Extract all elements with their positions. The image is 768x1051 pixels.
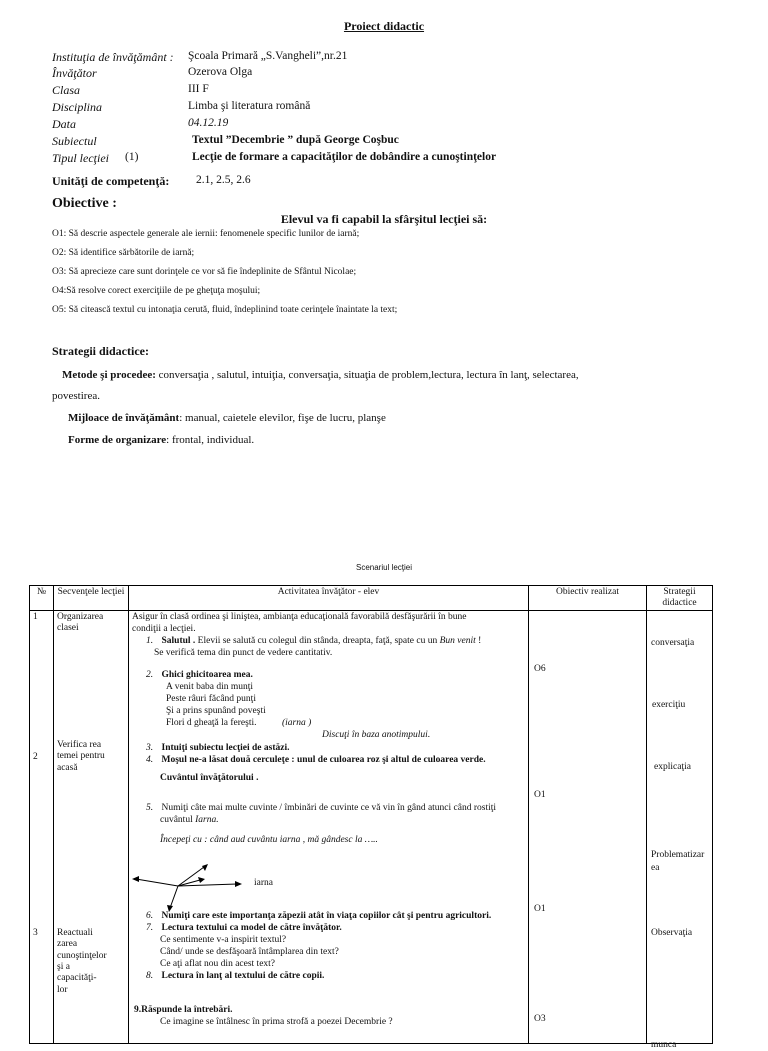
competente-label: Unităţi de competenţă: xyxy=(52,174,170,188)
objectives-subheading: Elevul va fi capabil la sfârşitul lecţiei să: xyxy=(280,212,488,226)
strategy-ref: Problematizar xyxy=(651,849,705,860)
strategy-ref: explicaţia xyxy=(654,761,691,772)
header-cell: Obiectiv realizat xyxy=(529,586,647,611)
info-label: Tipul lecţiei xyxy=(52,151,109,165)
strategies-heading: Strategii didactice: xyxy=(52,344,149,358)
table-row xyxy=(30,610,713,1043)
objective-ref: O3 xyxy=(534,1013,546,1024)
objective-item: O2: Să identifice sărbătorile de iarnă; xyxy=(52,248,195,258)
competente-value: 2.1, 2.5, 2.6 xyxy=(196,174,251,186)
diagram-center-word: iarna xyxy=(254,877,273,888)
riddle-answer: (iarna ) xyxy=(282,717,312,728)
row-number: 3 xyxy=(33,927,38,938)
info-value: Şcoala Primară „S.Vangheli”,nr.21 xyxy=(188,50,348,62)
riddle-line: Peste râuri făcând punţi xyxy=(166,693,256,704)
methods-continuation: povestirea. xyxy=(52,390,100,402)
activity-item: 1. Salutul . Elevii se salută cu colegul din stânda, dreapta, faţă, spate cu un Bun venit ! xyxy=(146,635,482,646)
activity-intro-cont: condiţii a lecţiei. xyxy=(132,623,196,634)
activity-hint: Începeţi cu : când aud cuvântu iarna , mă gândesc la ….. xyxy=(160,834,378,845)
activity-item: 6. Numiţi care este importanţa zăpezii atât în viaţa copiilor cât şi pentru agricultori. xyxy=(146,910,492,921)
info-value: Textul ”Decembrie ” după George Coşbuc xyxy=(192,134,399,146)
question: Ce aţi aflat nou din acest text? xyxy=(160,958,276,969)
header-cell: Activitatea învăţător - elev xyxy=(129,586,529,611)
riddle-line: Şi a prins spunând poveşti xyxy=(166,705,266,716)
sequence-label: Organizarea clasei xyxy=(57,611,104,634)
info-extra: (1) xyxy=(125,151,139,163)
objectives-heading: Obiective : xyxy=(52,196,117,211)
discussion-note: Discuţi în baza anotimpului. xyxy=(322,729,431,740)
page-title: Proiect didactic xyxy=(343,19,425,33)
activity-item: 3. Intuiţi subiectu lecţiei de astăzi. xyxy=(146,742,290,753)
means-value: : manual, caietele elevilor, fişe de lucru, planşe xyxy=(179,412,386,424)
info-value: Ozerova Olga xyxy=(188,66,253,78)
cluster-diagram xyxy=(132,862,262,914)
info-label: Disciplina xyxy=(52,100,102,114)
means-label: Mijloace de învăţământ xyxy=(68,412,180,424)
activity-item: 8. Lectura în lanţ al textului de către copii. xyxy=(146,970,325,981)
means-line xyxy=(68,412,386,424)
info-label: Subiectul xyxy=(52,134,97,148)
activity-item: 2. Ghici ghicitoarea mea. xyxy=(146,669,253,680)
riddle-line: A venit baba din munţi xyxy=(166,681,254,692)
scenario-title: Scenariul lecţiei xyxy=(355,563,413,572)
methods-line xyxy=(62,369,579,381)
table-header-row xyxy=(30,586,713,611)
strategy-ref: munca xyxy=(651,1039,677,1050)
header-cell: № xyxy=(30,586,54,611)
activity-subtitle: Cuvântul învăţătorului . xyxy=(160,772,259,783)
header-cell: Secvenţele lecţiei xyxy=(54,586,129,611)
objective-ref: O6 xyxy=(534,663,546,674)
header-cell: Strategii didactice xyxy=(647,586,713,611)
objective-ref: O1 xyxy=(534,903,546,914)
activity-intro: Asigur în clasă ordinea şi liniştea, ambianţa educaţională favorabilă desfăşurării în bune xyxy=(132,611,467,622)
sequence-label: Reactuali zarea cunoştinţelor şi a capacităţi-lor xyxy=(57,927,107,995)
info-value: III F xyxy=(188,83,209,95)
activity-item: 4. Moşul ne-a lăsat două cerculeţe : unul de culoarea roz şi altul de culoarea verde. xyxy=(146,754,486,765)
forms-line xyxy=(68,434,254,446)
info-value: Lecţie de formare a capacităţilor de dobândire a cunoştinţelor xyxy=(192,151,497,163)
forms-label: Forme de organizare xyxy=(68,434,167,446)
activity-item: 9.Răspunde la întrebări. xyxy=(134,1004,233,1015)
info-value: 04.12.19 xyxy=(188,117,229,129)
activity-item: 7. Lectura textului ca model de către învăţător. xyxy=(146,922,342,933)
question: Ce imagine se întâlnesc în prima strofă a poezei Decembrie ? xyxy=(160,1016,393,1027)
row-number: 2 xyxy=(33,751,38,762)
strategy-ref: conversaţia xyxy=(651,637,695,648)
objective-item: O3: Să aprecieze care sunt dorinţele ce vor să fie îndeplinite de Sfântul Nicolae; xyxy=(52,267,357,277)
info-label: Clasa xyxy=(52,83,81,97)
activity-text: Se verifică tema din punct de vedere cantitativ. xyxy=(154,647,333,658)
row-number: 1 xyxy=(33,611,38,622)
question: Când/ unde se desfăşoară întâmplarea din text? xyxy=(160,946,339,957)
info-value: Limba şi literatura română xyxy=(188,100,311,112)
strategy-ref: ea xyxy=(651,862,660,873)
activity-text: cuvântul Iarna. xyxy=(160,814,219,825)
objective-item: O5: Să citească textul cu intonaţia cerută, fluid, îndeplinind toate cerinţele înaintate la text; xyxy=(52,305,398,315)
objective-item: O4:Să resolve corect exerciţiile de pe gheţuţa moşului; xyxy=(52,286,261,296)
sequence-label: Verifica rea temei pentru acasă xyxy=(57,739,105,773)
info-label: Învăţător xyxy=(52,66,97,80)
scenario-table xyxy=(29,585,713,1050)
methods-label: Metode şi procedee: xyxy=(62,369,156,381)
info-label: Instituţia de învăţământ : xyxy=(52,50,174,64)
forms-value: : frontal, individual. xyxy=(166,434,255,446)
info-label: Data xyxy=(52,117,76,131)
activity-item: 5. Numiţi câte mai multe cuvinte / îmbinări de cuvinte ce vă vin în gând atunci când rostiţi xyxy=(146,802,497,813)
strategy-ref: exerciţiu xyxy=(652,699,686,710)
methods-value: conversaţia , salutul, intuiţia, conversaţia, situaţia de problem,lectura, lectura în lanţ, selectarea, xyxy=(155,369,579,381)
question: Ce sentimente v-a inspirit textul? xyxy=(160,934,287,945)
strategy-ref: Observaţia xyxy=(651,927,693,938)
objective-ref: O1 xyxy=(534,789,546,800)
riddle-line: Flori d gheaţă la fereşti. xyxy=(166,717,257,728)
objective-item: O1: Să descrie aspectele generale ale iernii: fenomenele specific lunilor de iarnă; xyxy=(52,229,360,239)
